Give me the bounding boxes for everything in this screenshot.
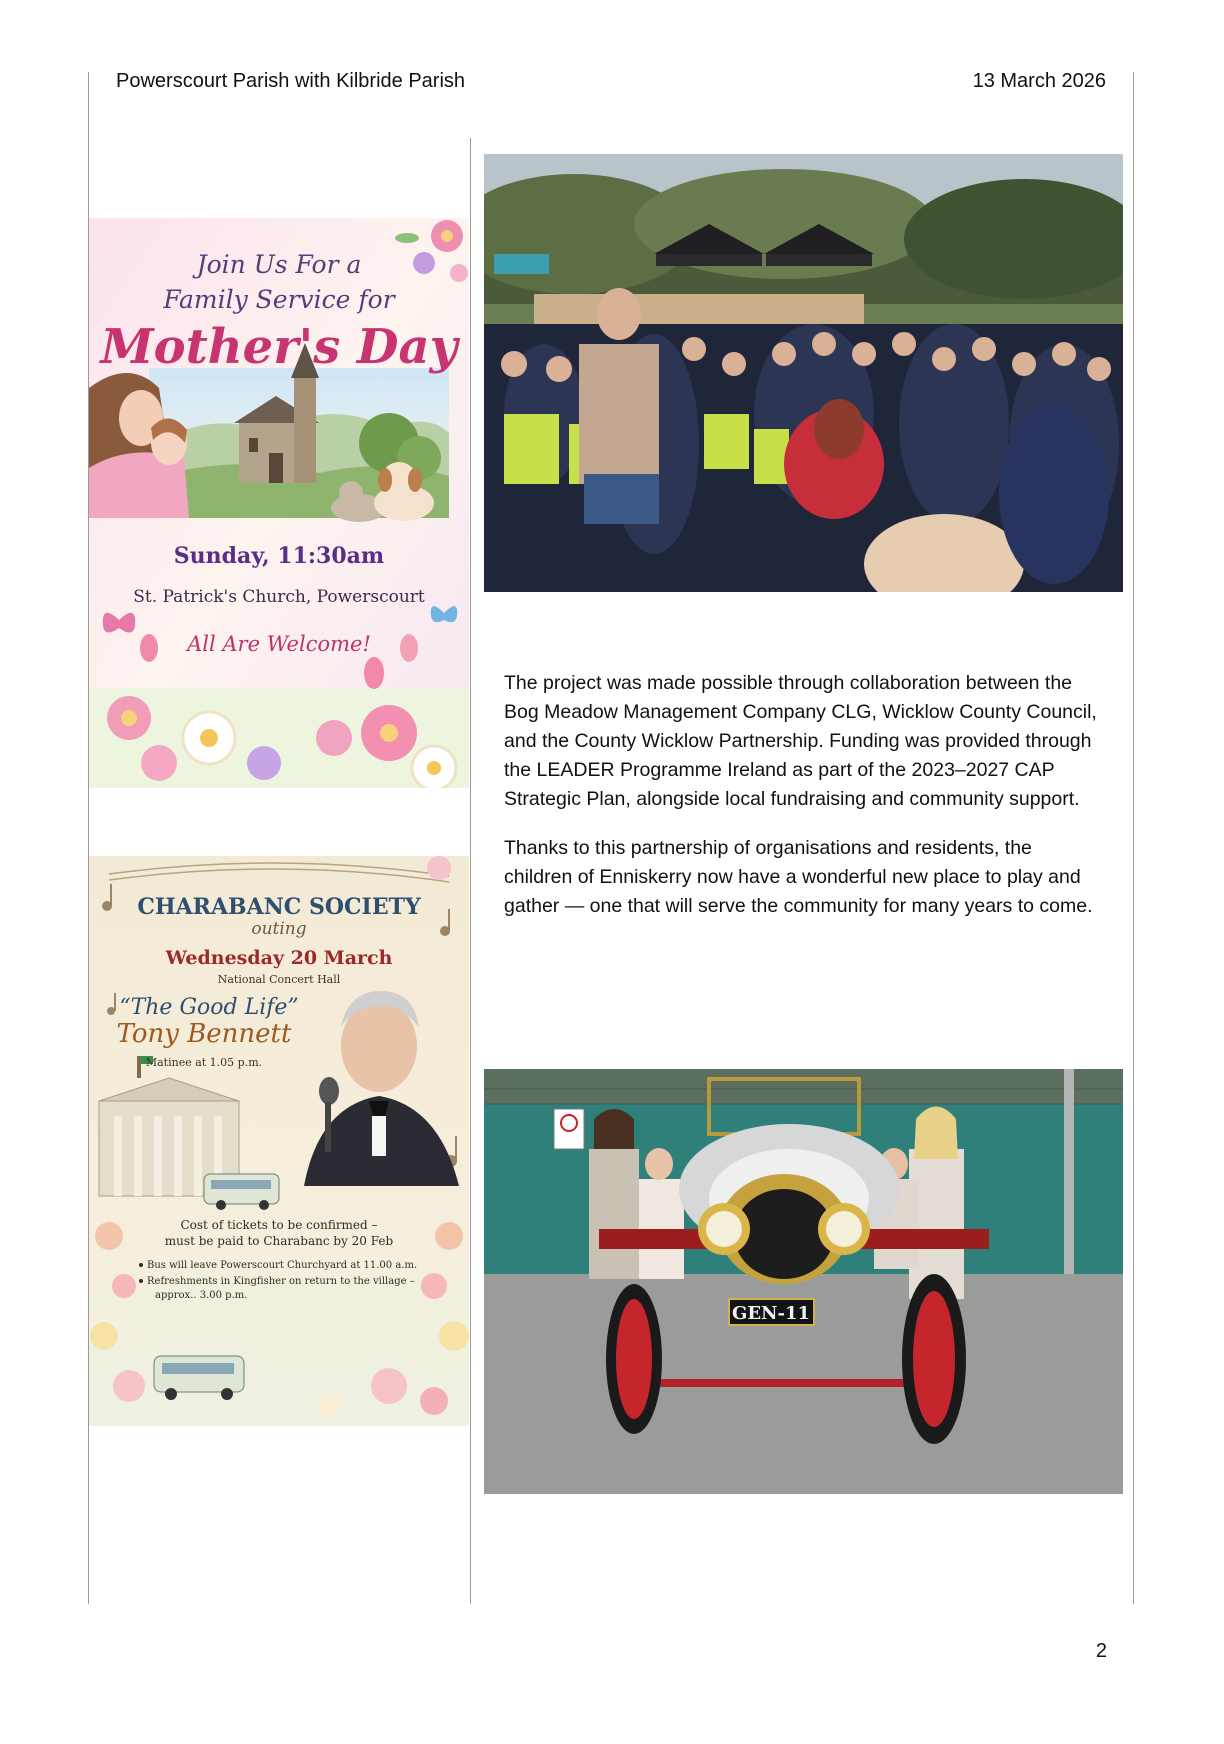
- article-paragraph: The project was made possible through collaboration between the Bog Meadow Management Company CLG, Wicklow County Council, and the County Wicklow Partnership. Funding was provided through the LEADER Programme Ireland as part of the 2023–2027 CAP Strategic Plan, alongside local fundraising and community support.: [504, 672, 1097, 810]
- charabanc-cost-line2: must be paid to Charabanc by 20 Feb: [164, 1234, 394, 1248]
- mothers-day-poster: [89, 218, 469, 788]
- charabanc-show: “The Good Life”: [119, 995, 299, 1020]
- crowd-photo-art: [484, 154, 1123, 592]
- charabanc-venue: National Concert Hall: [217, 973, 341, 986]
- right-margin-rule: [1133, 72, 1134, 1604]
- mothers-day-poster-art: [89, 218, 469, 788]
- article-text: [504, 669, 1104, 941]
- poster-venue: St. Patrick's Church, Powerscourt: [133, 587, 425, 607]
- charabanc-artist: Tony Bennett: [116, 1019, 292, 1049]
- charabanc-poster: [89, 856, 469, 1426]
- charabanc-title: CHARABANC SOCIETY: [137, 894, 421, 920]
- playground-opening-photo: [484, 154, 1123, 592]
- article-paragraph: Thanks to this partnership of organisations and residents, the children of Enniskerry now have a wonderful new place to play and gather — one that will serve the community for many years to come.: [504, 837, 1093, 917]
- column-divider-rule: [470, 138, 471, 1604]
- car-photo-art: [484, 1069, 1123, 1494]
- charabanc-cost-line1: Cost of tickets to be confirmed –: [180, 1218, 378, 1232]
- charabanc-subtitle: outing: [251, 919, 307, 939]
- poster-time: Sunday, 11:30am: [173, 543, 385, 569]
- poster-line1: Join Us For a: [196, 250, 362, 279]
- number-plate: GEN-11: [731, 1303, 811, 1324]
- charabanc-bullet3: approx.. 3.00 p.m.: [155, 1290, 248, 1301]
- poster-line2: Family Service for: [163, 285, 395, 314]
- charabanc-date: Wednesday 20 March: [165, 947, 393, 969]
- poster-title: Mother's Day: [100, 319, 458, 375]
- charabanc-bullet2: Refreshments in Kingfisher on return to the village –: [147, 1276, 415, 1287]
- poster-welcome: All Are Welcome!: [187, 632, 371, 656]
- page-number: 2: [1095, 1640, 1107, 1662]
- charabanc-poster-art: [89, 856, 469, 1426]
- header-date: 13 March 2026: [972, 70, 1106, 92]
- vintage-car-photo: [484, 1069, 1123, 1494]
- header-parish-name: Powerscourt Parish with Kilbride Parish: [116, 70, 466, 92]
- charabanc-bullet1: Bus will leave Powerscourt Churchyard at 11.00 a.m.: [147, 1260, 418, 1271]
- charabanc-matinee: Matinee at 1.05 p.m.: [145, 1056, 263, 1069]
